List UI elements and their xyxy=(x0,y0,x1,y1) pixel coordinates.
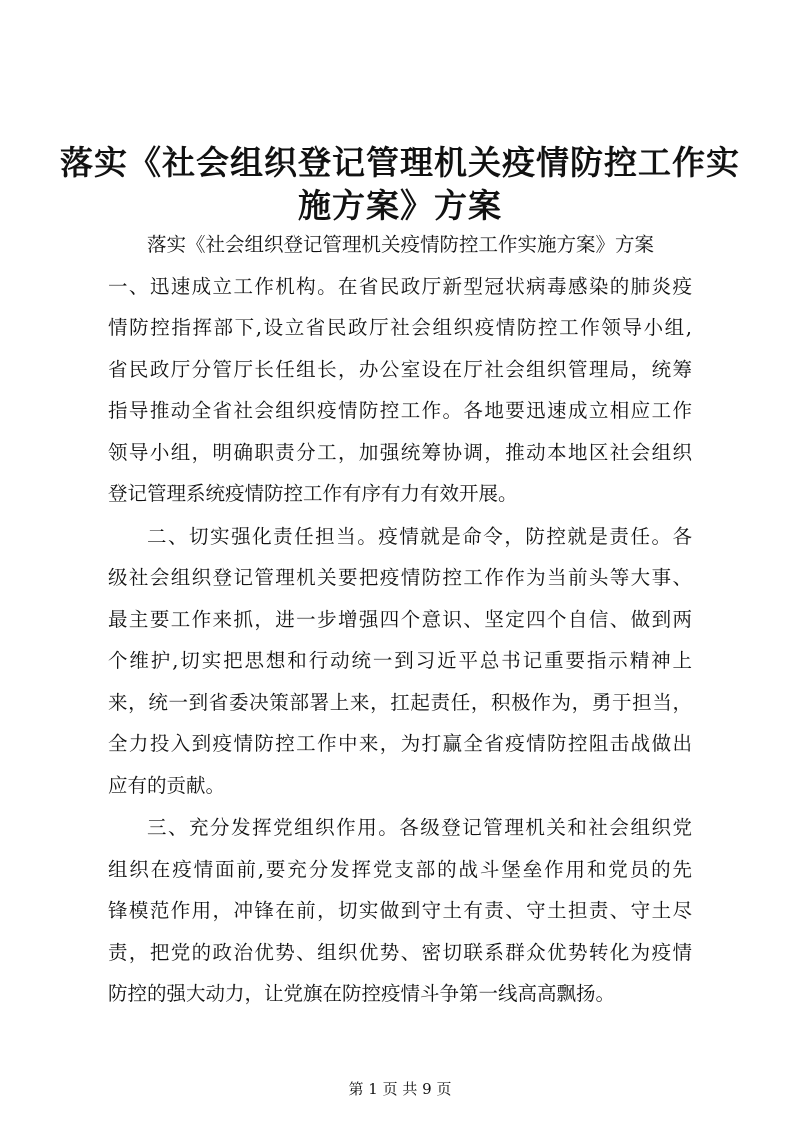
body-line-section-3: 三、充分发挥党组织作用。各级登记管理机关和社会组织党 xyxy=(147,816,692,839)
document-title-line-1: 落实《社会组织登记管理机关疫情防控工作实 xyxy=(60,143,740,182)
body-line: 情防控指挥部下,设立省民政厅社会组织疫情防控工作领导小组, xyxy=(108,316,692,339)
body-line: 责，把党的政治优势、组织优势、密切联系群众优势转化为疫情 xyxy=(108,941,692,964)
document-title-line-2: 施方案》方案 xyxy=(298,186,502,225)
body-line: 防控的强大动力，让党旗在防控疫情斗争第一线高高飘扬。 xyxy=(108,982,616,1005)
body-line: 级社会组织登记管理机关要把疫情防控工作作为当前头等大事、 xyxy=(108,566,692,589)
body-line: 登记管理系统疫情防控工作有序有力有效开展。 xyxy=(108,482,518,505)
body-line: 组织在疫情面前,要充分发挥党支部的战斗堡垒作用和党员的先 xyxy=(108,858,692,881)
body-line: 最主要工作来抓，进一步增强四个意识、坚定四个自信、做到两 xyxy=(108,608,692,631)
body-line: 一、迅速成立工作机构。在省民政厅新型冠状病毒感染的肺炎疫 xyxy=(108,275,692,298)
body-line: 个维护,切实把思想和行动统一到习近平总书记重要指示精神上 xyxy=(108,649,692,672)
body-line-intro: 落实《社会组织登记管理机关疫情防控工作实施方案》方案 xyxy=(147,233,655,256)
body-line: 领导小组，明确职责分工，加强统筹协调，推动本地区社会组织 xyxy=(108,441,692,464)
body-line: 省民政厅分管厅长任组长，办公室设在厅社会组织管理局，统筹 xyxy=(108,358,692,381)
body-line: 指导推动全省社会组织疫情防控工作。各地要迅速成立相应工作 xyxy=(108,399,692,422)
body-line: 锋模范作用，冲锋在前，切实做到守土有责、守土担责、守土尽 xyxy=(108,899,692,922)
body-line: 应有的贡献。 xyxy=(108,774,226,797)
page-footer: 第 1 页 共 9 页 xyxy=(348,1080,452,1098)
body-line: 全力投入到疫情防控工作中来，为打赢全省疫情防控阻击战做出 xyxy=(108,732,692,755)
body-line-section-2: 二、切实强化责任担当。疫情就是命令，防控就是责任。各 xyxy=(147,525,692,548)
body-line: 来，统一到省委决策部署上来，扛起责任，积极作为，勇于担当， xyxy=(108,691,692,714)
